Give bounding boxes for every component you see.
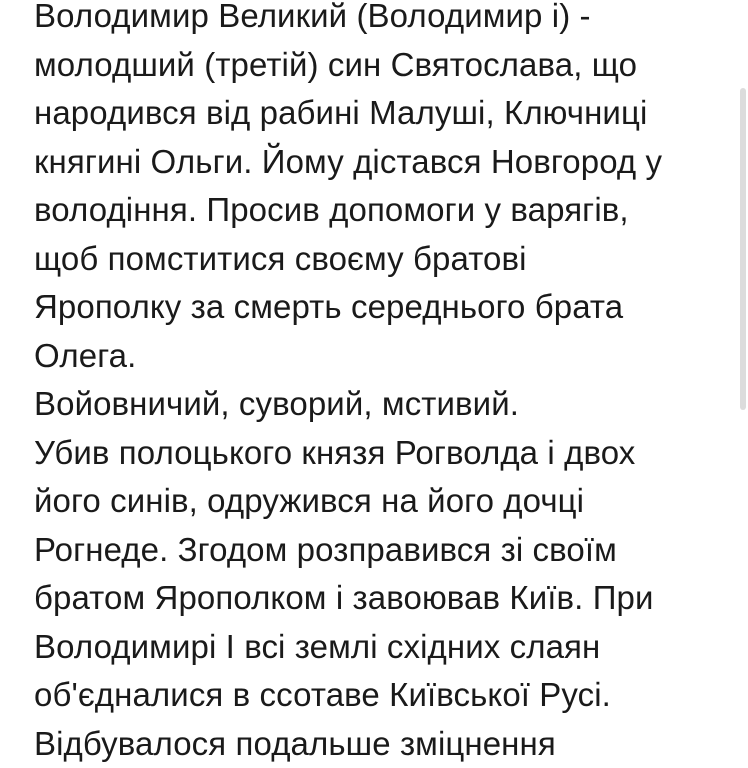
document-text [34, 0, 734, 768]
text-line: Ярополку за смерть середнього брата [34, 283, 734, 332]
text-line: народився від рабині Малуші, Ключниці [34, 89, 734, 138]
text-line: Володимир Великий (Володимир і) - [34, 0, 734, 41]
scrollbar-thumb[interactable] [740, 88, 746, 410]
text-line: молодший (третій) син Святослава, що [34, 41, 734, 90]
text-line: Убив полоцького князя Рогволда і двох [34, 429, 734, 478]
text-line: братом Ярополком і завоював Київ. При [34, 574, 734, 623]
text-line: об'єдналися в ссотаве Київської Русі. [34, 671, 734, 720]
scrollbar[interactable] [736, 0, 748, 750]
text-line: володіння. Просив допомоги у варягів, [34, 186, 734, 235]
text-line: Войовничий, суворий, мстивий. [34, 380, 734, 429]
text-line: його синів, одружився на його дочці [34, 477, 734, 526]
text-line: Володимирі І всі землі східних слаян [34, 623, 734, 672]
text-line: Відбувалося подальше зміцнення [34, 720, 734, 768]
text-line: Рогнеде. Згодом розправився зі своїм [34, 526, 734, 575]
text-line: Олега. [34, 332, 734, 381]
text-line: княгині Ольги. Йому дістався Новгород у [34, 138, 734, 187]
text-line: щоб помститися своєму братові [34, 235, 734, 284]
